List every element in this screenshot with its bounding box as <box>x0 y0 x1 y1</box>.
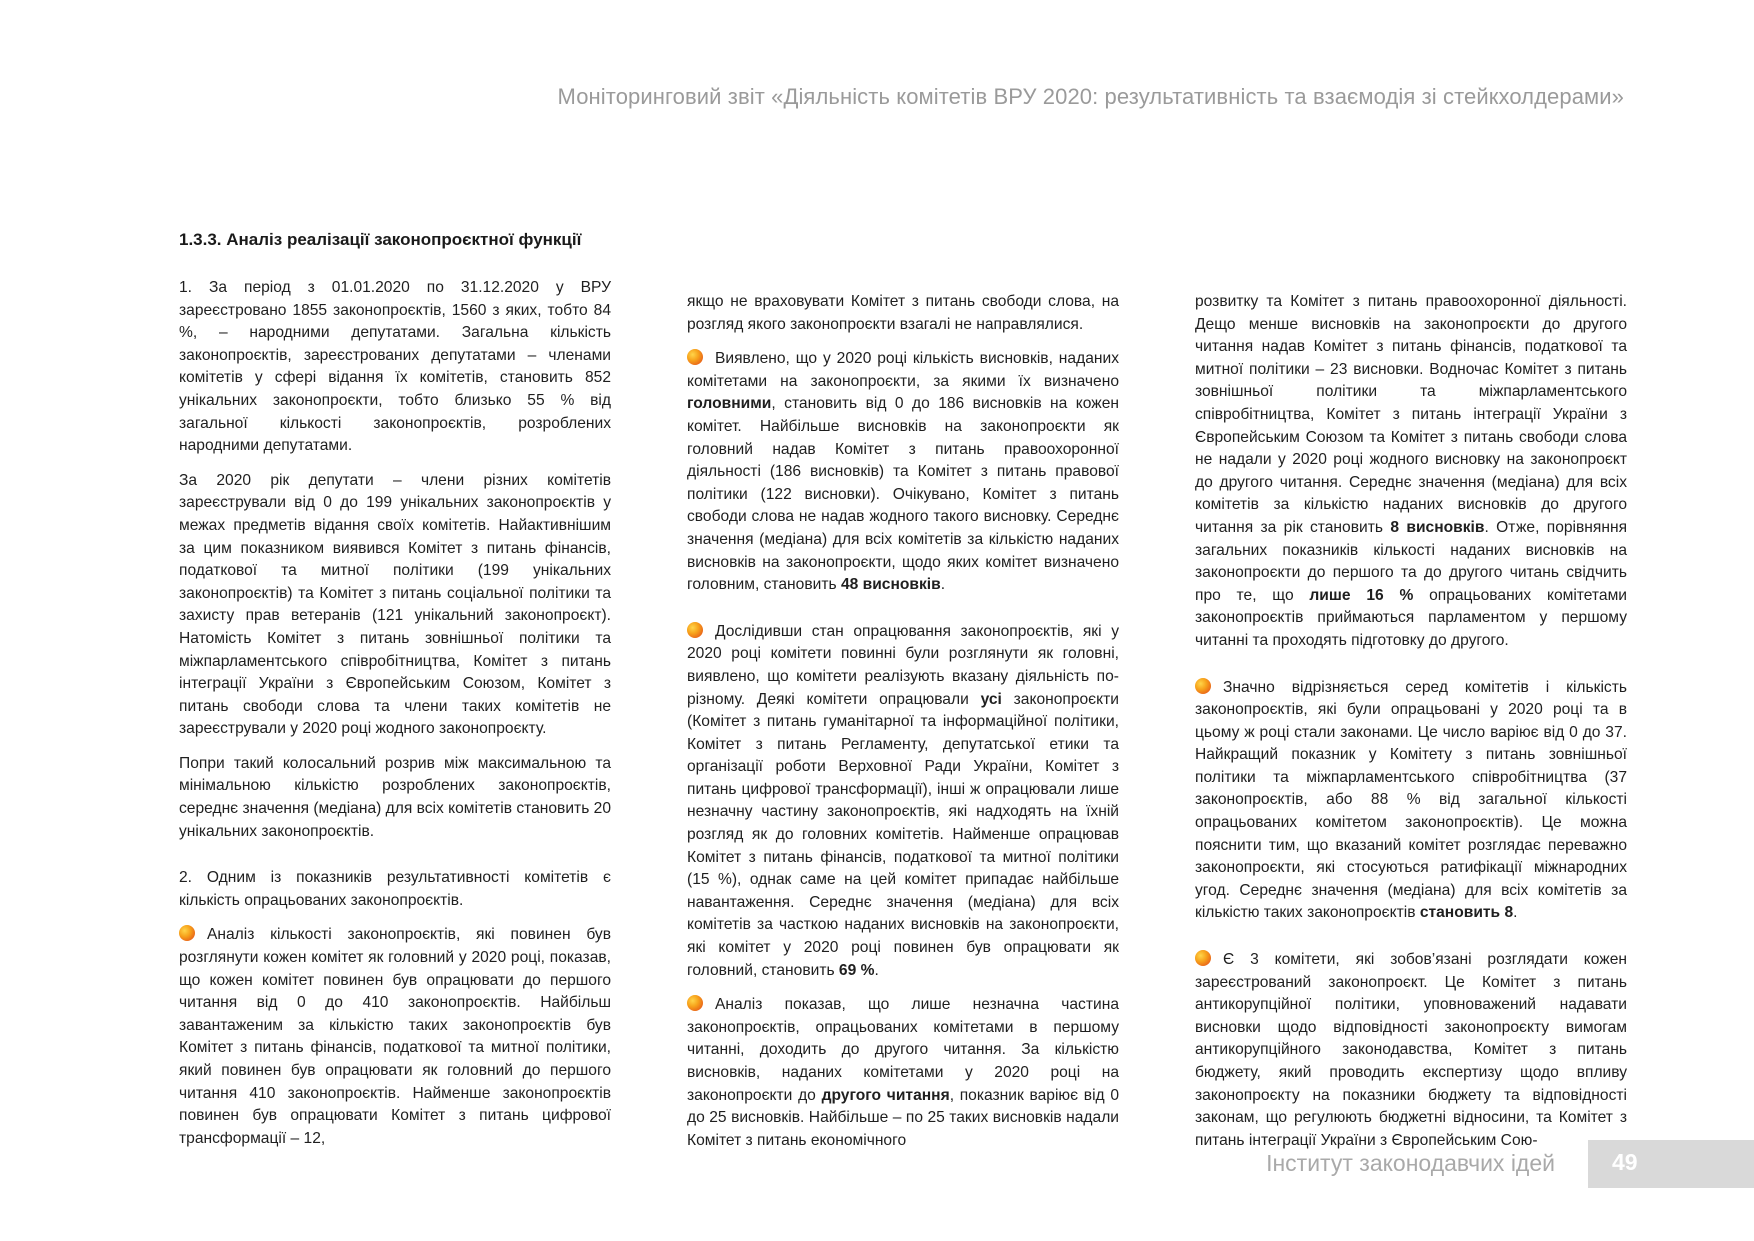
emphasis-text: усі <box>980 690 1002 708</box>
bullet-text: . <box>1513 904 1518 922</box>
bullet-text: , становить від 0 до 186 висновків на кожен комітет. Найбільше висновків на законопроєкти як головний надав Комітет з питань правоохоронної діяльності (186 висновків) та Комітет з питань правової політики (122 висновки). Очікувано, Комітет з питань свободи слова не надав жодного такого висновку. Середнє значення (медіана) для всіх комітетів за кількістю наданих висновків на законопроєкти, щодо яких комітет визначено головним, становить <box>687 395 1119 594</box>
footer-organization: Інститут законодавчих ідей <box>1266 1150 1555 1176</box>
orange-bullet-icon <box>1195 678 1211 694</box>
bullet-text: Виявлено, що у 2020 році кількість висновків, наданих комітетами на законопроєкти, за якими їх визначено <box>687 350 1119 390</box>
emphasis-text: становить 8 <box>1419 904 1514 922</box>
bullet-text: , показник варіює від 0 до 25 висновків. Найбільше – по 25 таких висновків надали Комітет з питань економічного <box>687 1086 1120 1149</box>
bullet-paragraph <box>1195 949 1627 1152</box>
paragraph: якщо не враховувати Комітет з питань свободи слова, на розгляд якого законопроєкти взагалі не направлялися. <box>687 293 1119 333</box>
bullet-text: Є 3 комітети, які зобов’язані розглядати кожен зареєстрований законопроєкт. Це Комітет з питань антикорупційної політики, уповноважений надавати висновки щодо відповідності законопроєкту вимогам антикорупційного законодавства, Комітет з питань бюджету, який проводить експертизу щодо впливу законопроєкту на показники бюджету та відповідності законам, що регулюють бюджетні відносини, та Комітет з питань інтеграції України з Європейським Сою- <box>1195 951 1627 1149</box>
orange-bullet-icon <box>687 349 703 365</box>
section-heading: 1.3.3. Аналіз реалізації законопроєктної функції <box>179 230 582 249</box>
bullet-paragraph <box>687 348 1119 597</box>
paragraph: 2. Одним із показників результативності комітетів є кількість опрацьованих законопроєктів. <box>179 869 611 909</box>
emphasis-text: другого читання <box>821 1086 950 1104</box>
paragraph-text: розвитку та Комітет з питань правоохоронної діяльності. Дещо менше висновків на законопроєкти до другого читання надав Комітет з питань фінансів, податкової та митної політики – 23 висновки. Водночас Комітет з питань зовнішньої політики та міжпарламентського співробітництва, Комітет з питань інтеграції України з Європейським Союзом та Комітет з питань свободи слова не надали у 2020 році жодного висновку на законопроєкт до другого читання. Середнє значення (медіана) для всіх комітетів за кількістю наданих висновків до другого читання за рік становить <box>1195 293 1627 536</box>
emphasis-text: 48 висновків <box>840 576 941 594</box>
paragraph-text: . Отже, порівняння загальних показників кількості наданих висновків на законопроєкти до першого та до другого читань свідчить про те, що <box>1195 518 1628 604</box>
text-column-3 <box>1195 291 1627 1164</box>
page-number-box <box>1588 1140 1754 1188</box>
report-header-title: Моніторинговий звіт «Діяльність комітетів ВРУ 2020: результативність та взаємодія зі стейкхолдерами» <box>557 84 1624 109</box>
orange-bullet-icon <box>1195 950 1211 966</box>
bullet-paragraph <box>1195 677 1627 926</box>
bullet-paragraph <box>179 924 611 1150</box>
emphasis-text: 8 висновків <box>1390 518 1485 536</box>
bullet-text: Аналіз кількості законопроєктів, які повинен був розглянути кожен комітет як головний у 2020 році, показав, що кожен комітет повинен був опрацювати до першого читання від 0 до 410 законопроєктів. Найбільш завантаженим за кількістю таких законопроєктів був Комітет з питань фінансів, податкової та митної політики, який повинен був опрацювати як головний до першого читання 410 законопроєктів. Найменше законопроєктів повинен був опрацювати Комітет з питань цифрової трансформації – 12, <box>179 926 611 1147</box>
paragraph: Попри такий колосальний розрив між максимальною та мінімальною кількістю розроблених законопроєктів, середнє значення (медіана) для всіх комітетів становить 20 унікальних законопроєктів. <box>179 754 611 840</box>
emphasis-text: головними <box>687 395 772 413</box>
paragraph <box>1195 291 1627 653</box>
paragraph-text: опрацьованих комітетами законопроєктів приймаються парламентом у першому читанні та проходять підготовку до другого. <box>1195 586 1628 649</box>
emphasis-text: лише 16 % <box>1309 586 1414 604</box>
orange-bullet-icon <box>687 622 703 638</box>
bullet-text: Аналіз показав, що лише незначна частина законопроєктів, опрацьованих комітетами в першому читанні, доходить до другого читання. За кількістю висновків, наданих комітетами у 2020 році на законопроєкти до <box>687 996 1119 1104</box>
orange-bullet-icon <box>179 925 195 941</box>
emphasis-text: 69 % <box>838 961 875 979</box>
bullet-text: . <box>940 576 946 594</box>
orange-bullet-icon <box>687 995 703 1011</box>
page-number: 49 <box>1612 1149 1638 1175</box>
bullet-text: Значно відрізняється серед комітетів і кількість законопроєктів, які були опрацьовані у 2020 році та в цьому ж році стали законами. Це число варіює від 0 до 37. Найкращий показник у Комітету з питань зовнішньої політики та міжпарламентського співробітництва (37 законопроєктів, або 88 % від загальної кількості опрацьованих комітетом законопроєктів). Це можна пояснити тим, що вказаний комітет розглядає переважно законопроєкти, які стосуються ратифікації міжнародних угод. Середнє значення (медіана) для всіх комітетів за кількістю таких законопроєктів <box>1195 678 1627 922</box>
bullet-text: . <box>874 961 879 979</box>
bullet-text: Дослідивши стан опрацювання законопроєктів, які у 2020 році комітети повинні були розглянути як головні, виявлено, що комітети реалізують вказану діяльність по-різному. Деякі комітети опрацювали <box>687 622 1119 708</box>
bullet-paragraph <box>687 994 1119 1152</box>
bullet-text: законопроєкти (Комітет з питань гуманітарної та інформаційної політики, Комітет з питань Регламенту, депутатської етики та організації роботи Верховної Ради України, Комітет з питань цифрової трансформації), інші ж опрацювали лише незначну частину законопроєктів, які надходять на їхній розгляд як до головних комітетів. Найменше опрацював Комітет з питань фінансів, податкової та митної політики (15 %), однак саме на цей комітет припадає найбільше навантаження. Середнє значення (медіана) для всіх комітетів за часткою наданих висновків на законопроєкти, які комітет у 2020 році повинен був опрацювати як головний, становить <box>687 690 1119 979</box>
text-column-1 <box>179 277 611 1162</box>
paragraph: 1. За період з 01.01.2020 по 31.12.2020 у ВРУ зареєстровано 1855 законопроєктів, 1560 з яких, тобто 84 %, – народними депутатами. Загальна кількість законопроєктів, зареєстрованих депутатами – членами комітетів у сфері відання їх комітетів, становить 852 унікальних законопроєкти, тобто близько 55 % від загальної кількості законопроєктів, розроблених народними депутатами. <box>179 279 611 455</box>
text-column-2 <box>687 291 1119 1164</box>
bullet-paragraph <box>687 621 1119 983</box>
paragraph: За 2020 рік депутати – члени різних комітетів зареєстрували від 0 до 199 унікальних законопроєктів у межах предметів відання своїх комітетів. Найактивнішим за цим показником виявився Комітет з питань фінансів, податкової та митної політики (199 унікальних законопроєктів) та Комітет з питань соціальної політики та захисту прав ветеранів (121 унікальний законопроєкт). Натомість Комітет з питань зовнішньої політики та міжпарламентського співробітництва, Комітет з питань інтеграції України з Європейським Союзом, Комітет з питань свободи слова та члени таких комітетів не зареєстрували у 2020 році жодного законопроєкту. <box>179 471 611 738</box>
